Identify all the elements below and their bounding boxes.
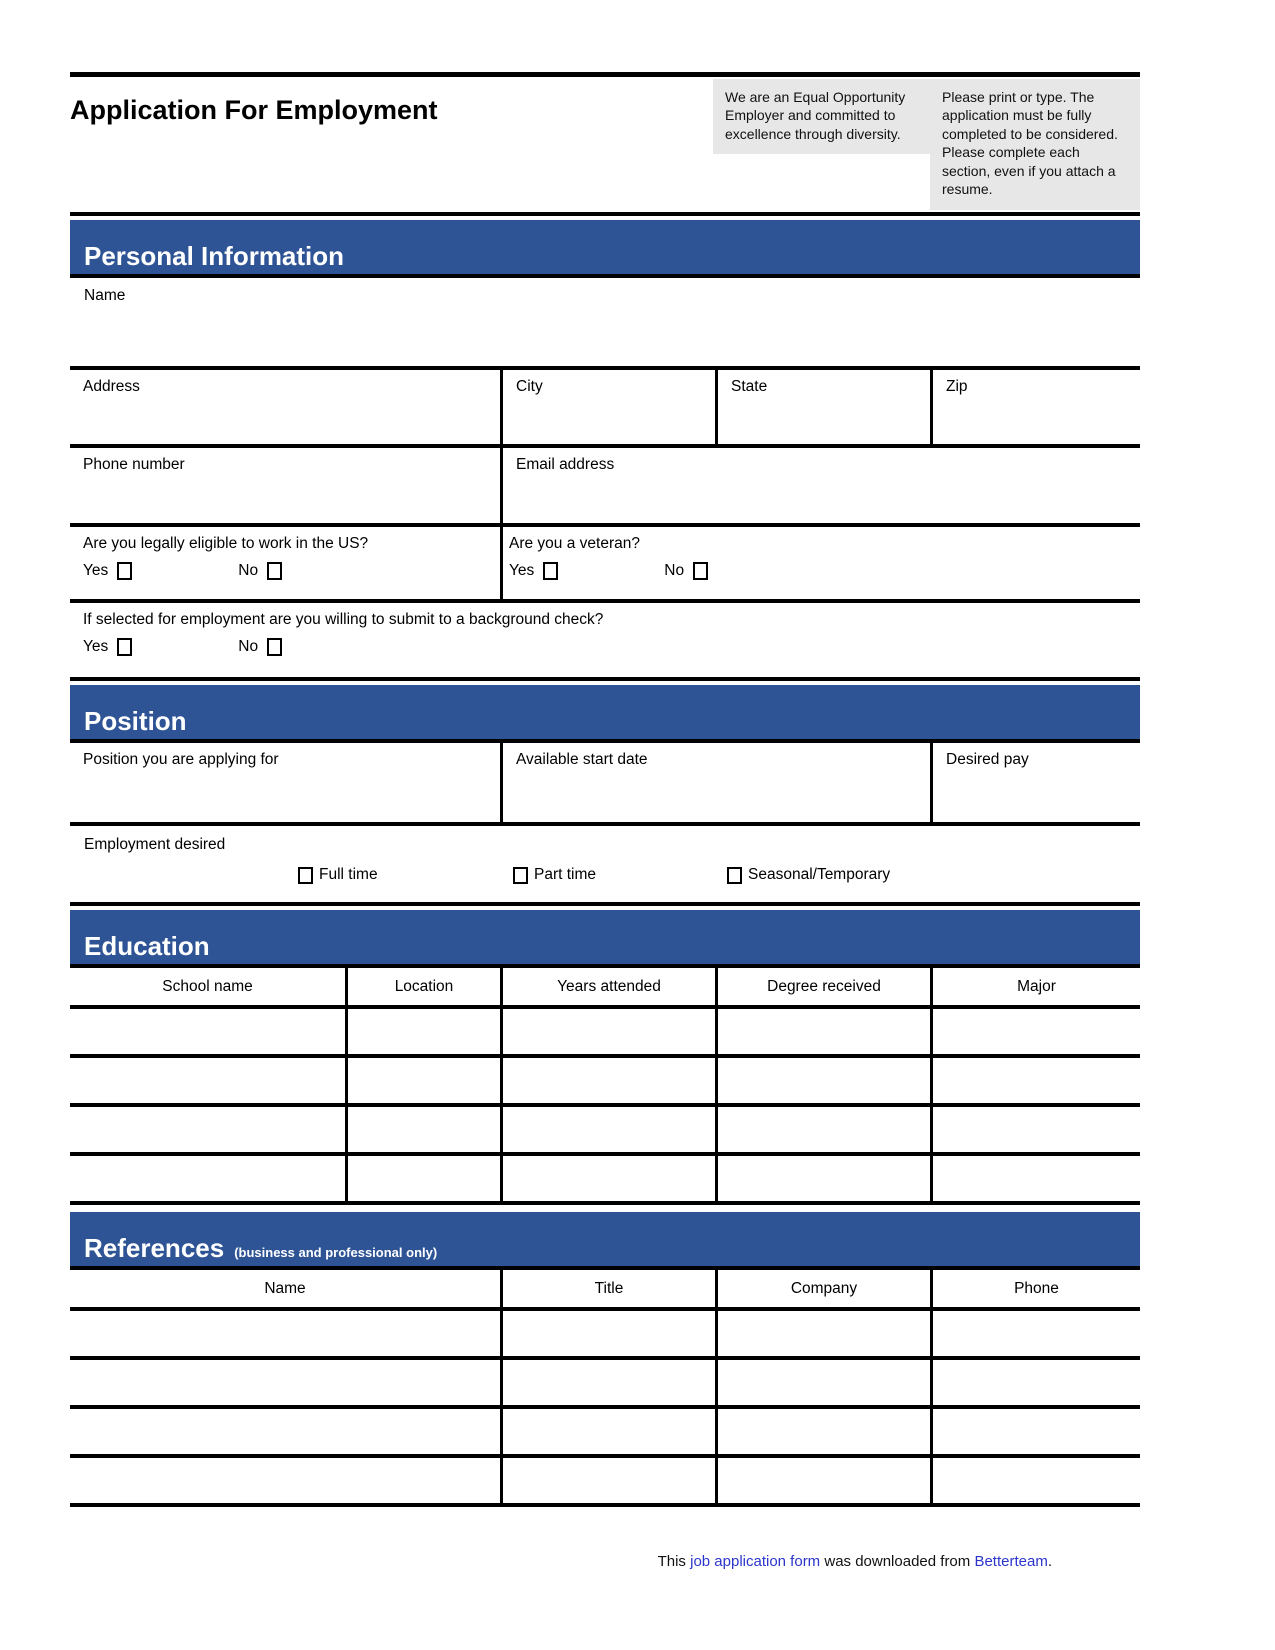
employment-desired-group <box>70 826 1140 902</box>
veteran-no-option[interactable] <box>664 562 708 580</box>
background-check-question-cell <box>70 603 1140 677</box>
email-label: Email address <box>516 456 615 473</box>
education-row <box>70 1009 1140 1058</box>
education-cell[interactable] <box>715 1058 930 1103</box>
page-title: Application For Employment <box>70 95 438 125</box>
reference-cell[interactable] <box>715 1360 930 1405</box>
education-row <box>70 1107 1140 1156</box>
zip-label: Zip <box>946 378 968 395</box>
education-header-major: Major <box>930 968 1140 1005</box>
phone-field[interactable] <box>70 448 500 523</box>
reference-cell[interactable] <box>500 1458 715 1503</box>
reference-cell[interactable] <box>70 1360 500 1405</box>
education-cell[interactable] <box>930 1009 1140 1054</box>
education-table <box>70 968 1140 1205</box>
background-yes-option[interactable] <box>83 638 132 656</box>
reference-cell[interactable] <box>70 1311 500 1356</box>
reference-cell[interactable] <box>715 1409 930 1454</box>
betterteam-link[interactable]: Betterteam <box>974 1553 1048 1570</box>
state-label: State <box>731 378 768 395</box>
yes-label: Yes <box>83 638 109 655</box>
start-date-label: Available start date <box>516 751 648 768</box>
veteran-question-cell <box>500 527 1140 599</box>
references-header-title: Title <box>500 1270 715 1307</box>
reference-cell[interactable] <box>930 1409 1140 1454</box>
address-label: Address <box>83 378 140 395</box>
desired-pay-label: Desired pay <box>946 751 1029 768</box>
reference-cell[interactable] <box>715 1458 930 1503</box>
education-header-location: Location <box>345 968 500 1005</box>
state-field[interactable] <box>715 370 930 444</box>
form-header <box>70 77 1140 212</box>
city-field[interactable] <box>500 370 715 444</box>
education-row <box>70 1058 1140 1107</box>
no-label: No <box>664 562 685 579</box>
background-check-question: If selected for employment are you willing to submit to a background check? <box>83 611 604 628</box>
section-title: Education <box>84 931 210 961</box>
education-cell[interactable] <box>930 1058 1140 1103</box>
part-time-option[interactable] <box>513 866 596 884</box>
education-cell[interactable] <box>715 1009 930 1054</box>
name-field[interactable] <box>70 278 1140 366</box>
education-cell[interactable] <box>500 1156 715 1201</box>
section-title: References <box>84 1233 225 1263</box>
background-yes-checkbox[interactable] <box>117 638 132 656</box>
section-subtitle: (business and professional only) <box>234 1245 438 1260</box>
reference-cell[interactable] <box>930 1311 1140 1356</box>
eligible-no-option[interactable] <box>238 562 282 580</box>
reference-row <box>70 1311 1140 1360</box>
yes-label: Yes <box>83 562 109 579</box>
applying-for-field[interactable] <box>70 743 500 822</box>
eligible-yes-option[interactable] <box>83 562 132 580</box>
education-cell[interactable] <box>930 1156 1140 1201</box>
education-cell[interactable] <box>70 1156 345 1201</box>
full-time-option[interactable] <box>298 866 378 884</box>
yes-label: Yes <box>509 562 535 579</box>
eligible-yes-checkbox[interactable] <box>117 562 132 580</box>
reference-cell[interactable] <box>715 1311 930 1356</box>
veteran-question: Are you a veteran? <box>509 535 640 552</box>
education-cell[interactable] <box>500 1107 715 1152</box>
reference-row <box>70 1409 1140 1458</box>
education-cell[interactable] <box>345 1156 500 1201</box>
job-application-form-link[interactable]: job application form <box>690 1553 821 1570</box>
zip-field[interactable] <box>930 370 1140 444</box>
personal-info-table <box>70 366 1140 677</box>
reference-cell[interactable] <box>930 1360 1140 1405</box>
full-time-checkbox[interactable] <box>298 867 313 884</box>
reference-cell[interactable] <box>70 1458 500 1503</box>
education-header-school: School name <box>162 978 253 995</box>
section-references <box>70 1205 1140 1270</box>
eligible-question-cell <box>70 527 500 599</box>
name-label: Name <box>84 287 126 304</box>
education-cell[interactable] <box>500 1009 715 1054</box>
footer-prefix: This <box>657 1553 686 1570</box>
references-header-phone: Phone <box>930 1270 1140 1307</box>
email-field[interactable] <box>500 448 1140 523</box>
veteran-yes-checkbox[interactable] <box>543 562 558 580</box>
seasonal-option[interactable] <box>727 866 890 884</box>
footer-middle: was downloaded from <box>824 1553 971 1570</box>
full-time-label: Full time <box>319 866 378 883</box>
applying-for-label: Position you are applying for <box>83 751 279 768</box>
no-label: No <box>238 562 259 579</box>
desired-pay-field[interactable] <box>930 743 1140 822</box>
no-label: No <box>238 638 259 655</box>
education-header-degree: Degree received <box>715 968 930 1005</box>
references-table <box>70 1270 1140 1507</box>
reference-cell[interactable] <box>500 1409 715 1454</box>
education-cell[interactable] <box>715 1156 930 1201</box>
section-title: Personal Information <box>84 241 345 271</box>
address-field[interactable] <box>70 370 500 444</box>
background-no-checkbox[interactable] <box>267 638 282 656</box>
reference-cell[interactable] <box>500 1360 715 1405</box>
education-cell[interactable] <box>345 1058 500 1103</box>
reference-row <box>70 1458 1140 1507</box>
section-position <box>70 677 1140 743</box>
education-cell[interactable] <box>500 1058 715 1103</box>
education-cell[interactable] <box>70 1107 345 1152</box>
education-cell[interactable] <box>345 1107 500 1152</box>
education-header-years: Years attended <box>500 968 715 1005</box>
background-no-option[interactable] <box>238 638 282 656</box>
references-header-name: Name <box>264 1280 306 1297</box>
seasonal-checkbox[interactable] <box>727 867 742 884</box>
attribution-footer <box>70 1553 1140 1570</box>
section-education <box>70 902 1140 968</box>
phone-label: Phone number <box>83 456 185 473</box>
education-cell[interactable] <box>345 1009 500 1054</box>
part-time-checkbox[interactable] <box>513 867 528 884</box>
print-or-type-notice: Please print or type. The application must be fully completed to be considered. Please complete each section, even if you attach a resume. <box>930 79 1140 210</box>
city-label: City <box>516 378 543 395</box>
section-title: Position <box>84 706 187 736</box>
education-cell[interactable] <box>930 1107 1140 1152</box>
start-date-field[interactable] <box>500 743 930 822</box>
veteran-no-checkbox[interactable] <box>693 562 708 580</box>
education-cell[interactable] <box>70 1058 345 1103</box>
part-time-label: Part time <box>534 866 597 883</box>
eligible-question: Are you legally eligible to work in the US? <box>83 535 369 552</box>
education-row <box>70 1156 1140 1205</box>
employment-desired-label: Employment desired <box>84 836 226 853</box>
reference-row <box>70 1360 1140 1409</box>
education-cell[interactable] <box>715 1107 930 1152</box>
reference-cell[interactable] <box>70 1409 500 1454</box>
veteran-yes-option[interactable] <box>509 562 558 580</box>
references-header-company: Company <box>715 1270 930 1307</box>
education-cell[interactable] <box>70 1009 345 1054</box>
seasonal-label: Seasonal/Temporary <box>748 866 891 883</box>
eligible-no-checkbox[interactable] <box>267 562 282 580</box>
notice-boxes <box>713 79 1140 210</box>
position-table <box>70 743 1140 826</box>
reference-cell[interactable] <box>500 1311 715 1356</box>
footer-suffix: . <box>1047 1553 1052 1570</box>
reference-cell[interactable] <box>930 1458 1140 1503</box>
equal-opportunity-notice: We are an Equal Opportunity Employer and committed to excellence through diversity. <box>713 79 930 154</box>
section-personal-information <box>70 212 1140 278</box>
